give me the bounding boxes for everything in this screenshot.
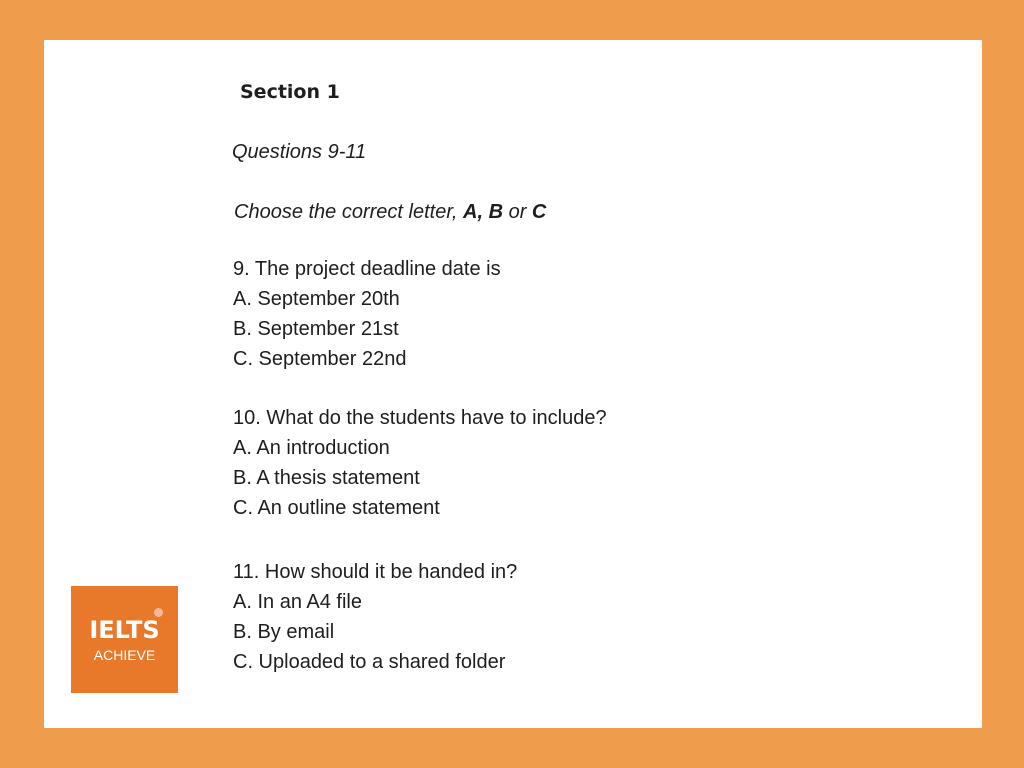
questions-range: Questions 9-11 bbox=[232, 141, 367, 163]
instruction bbox=[234, 199, 546, 225]
answer-option-b: B. September 21st bbox=[233, 318, 399, 340]
instruction-prefix: Choose the correct letter, bbox=[234, 201, 464, 223]
logo-subtitle: ACHIEVE bbox=[93, 647, 156, 663]
logo-wordmark: IELTS bbox=[89, 616, 160, 644]
question-prompt: 9. The project deadline date is bbox=[233, 258, 501, 280]
answer-option-c: C. September 22nd bbox=[233, 348, 407, 370]
answer-option-a: A. An introduction bbox=[233, 437, 390, 459]
question-10 bbox=[233, 403, 607, 523]
answer-option-c: C. Uploaded to a shared folder bbox=[233, 651, 506, 673]
question-prompt: 10. What do the students have to include? bbox=[233, 407, 607, 429]
question-11 bbox=[233, 557, 517, 677]
answer-option-b: B. A thesis statement bbox=[233, 467, 420, 489]
answer-option-b: B. By email bbox=[233, 621, 335, 643]
answer-option-a: A. In an A4 file bbox=[233, 591, 362, 613]
question-9 bbox=[233, 254, 501, 374]
instruction-letters-ab: A, B bbox=[463, 201, 504, 223]
answer-option-a: A. September 20th bbox=[233, 288, 400, 310]
instruction-connector: or bbox=[503, 201, 532, 223]
answer-option-c: C. An outline statement bbox=[233, 497, 440, 519]
ielts-achieve-logo bbox=[71, 586, 178, 693]
question-prompt: 11. How should it be handed in? bbox=[233, 561, 518, 583]
section-title: Section 1 bbox=[240, 81, 340, 103]
instruction-letter-c: C bbox=[531, 201, 547, 223]
